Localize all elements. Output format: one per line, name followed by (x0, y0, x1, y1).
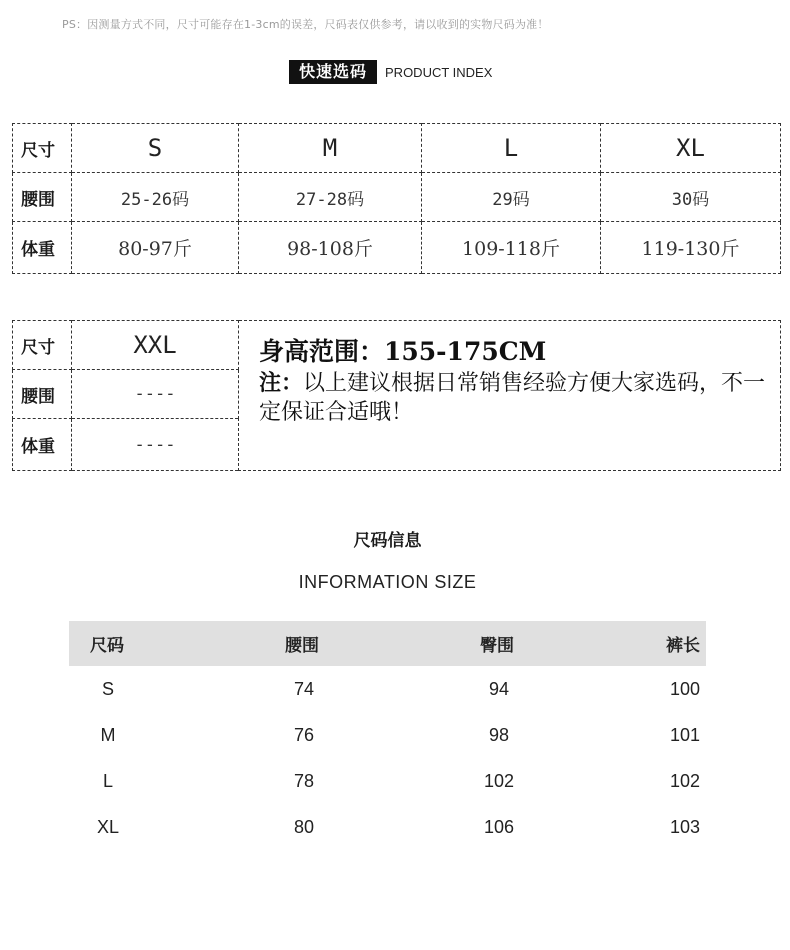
row-hip: 94 (488, 678, 510, 699)
advice-note (259, 369, 780, 427)
info-section-title-cn: 尺码信息 (353, 531, 422, 551)
waist-xl: 30码 (601, 173, 781, 222)
header-hip: 臀围 (480, 636, 514, 656)
info-section-title-en: INFORMATION SIZE (298, 572, 477, 592)
weight-m: 98-108斤 (239, 222, 422, 274)
row-length: 103 (669, 816, 700, 837)
row-length: 102 (669, 770, 700, 791)
note-text: 以上建议根据日常销售经验方便大家选码，不一定保证合适哦！ (259, 371, 766, 425)
waist-label: 腰围 (13, 173, 72, 222)
height-range: 身高范围：155-175CM (259, 337, 547, 366)
waist-xxl: ---- (72, 370, 239, 419)
weight-xl: 119-130斤 (601, 222, 781, 274)
waist-l: 29码 (422, 173, 601, 222)
size-xxl: XXL (72, 321, 239, 370)
header-length: 裤长 (666, 636, 700, 656)
weight-s: 80-97斤 (72, 222, 239, 274)
product-index-title-cn: 快速选码 (289, 60, 377, 84)
weight-label: 体重 (13, 222, 72, 274)
size-label: 尺寸 (13, 124, 72, 173)
row-size: M (100, 724, 116, 745)
size-xl: XL (601, 124, 781, 173)
size-table-header (69, 621, 706, 666)
xxl-size-label: 尺寸 (13, 321, 72, 370)
quick-size-table (12, 123, 781, 274)
size-info-table (69, 621, 706, 850)
xxl-size-table (12, 320, 781, 471)
row-hip: 106 (483, 816, 515, 837)
product-index-header (289, 60, 492, 84)
row-length: 100 (669, 678, 700, 699)
measurement-note: PS：因测量方式不同，尺寸可能存在1-3cm的误差，尺码表仅供参考，请以收到的实物尺码为准！ (62, 18, 549, 31)
row-waist: 80 (293, 816, 315, 837)
weight-l: 109-118斤 (422, 222, 601, 274)
row-waist: 78 (293, 770, 315, 791)
header-size: 尺码 (90, 636, 124, 656)
product-index-title-en: PRODUCT INDEX (385, 64, 493, 80)
row-size: S (101, 678, 114, 699)
waist-s: 25-26码 (72, 173, 239, 222)
waist-row (13, 173, 781, 222)
table-row (69, 666, 706, 712)
row-waist: 76 (293, 724, 315, 745)
table-row (69, 712, 706, 758)
row-length: 101 (669, 724, 700, 745)
waist-m: 27-28码 (239, 173, 422, 222)
row-size: L (102, 770, 113, 791)
header-waist: 腰围 (285, 636, 319, 656)
weight-xxl: ---- (72, 419, 239, 471)
note-label: 注： (259, 370, 304, 396)
table-row (69, 758, 706, 804)
size-m: M (239, 124, 422, 173)
row-waist: 74 (293, 678, 315, 699)
row-hip: 102 (483, 770, 515, 791)
table-row (69, 804, 706, 850)
xxl-size-row (13, 321, 781, 370)
size-advice (239, 321, 781, 471)
row-hip: 98 (488, 724, 510, 745)
xxl-waist-label: 腰围 (13, 370, 72, 419)
size-row (13, 124, 781, 173)
size-s: S (72, 124, 239, 173)
size-l: L (422, 124, 601, 173)
xxl-weight-label: 体重 (13, 419, 72, 471)
weight-row (13, 222, 781, 274)
row-size: XL (96, 816, 120, 837)
